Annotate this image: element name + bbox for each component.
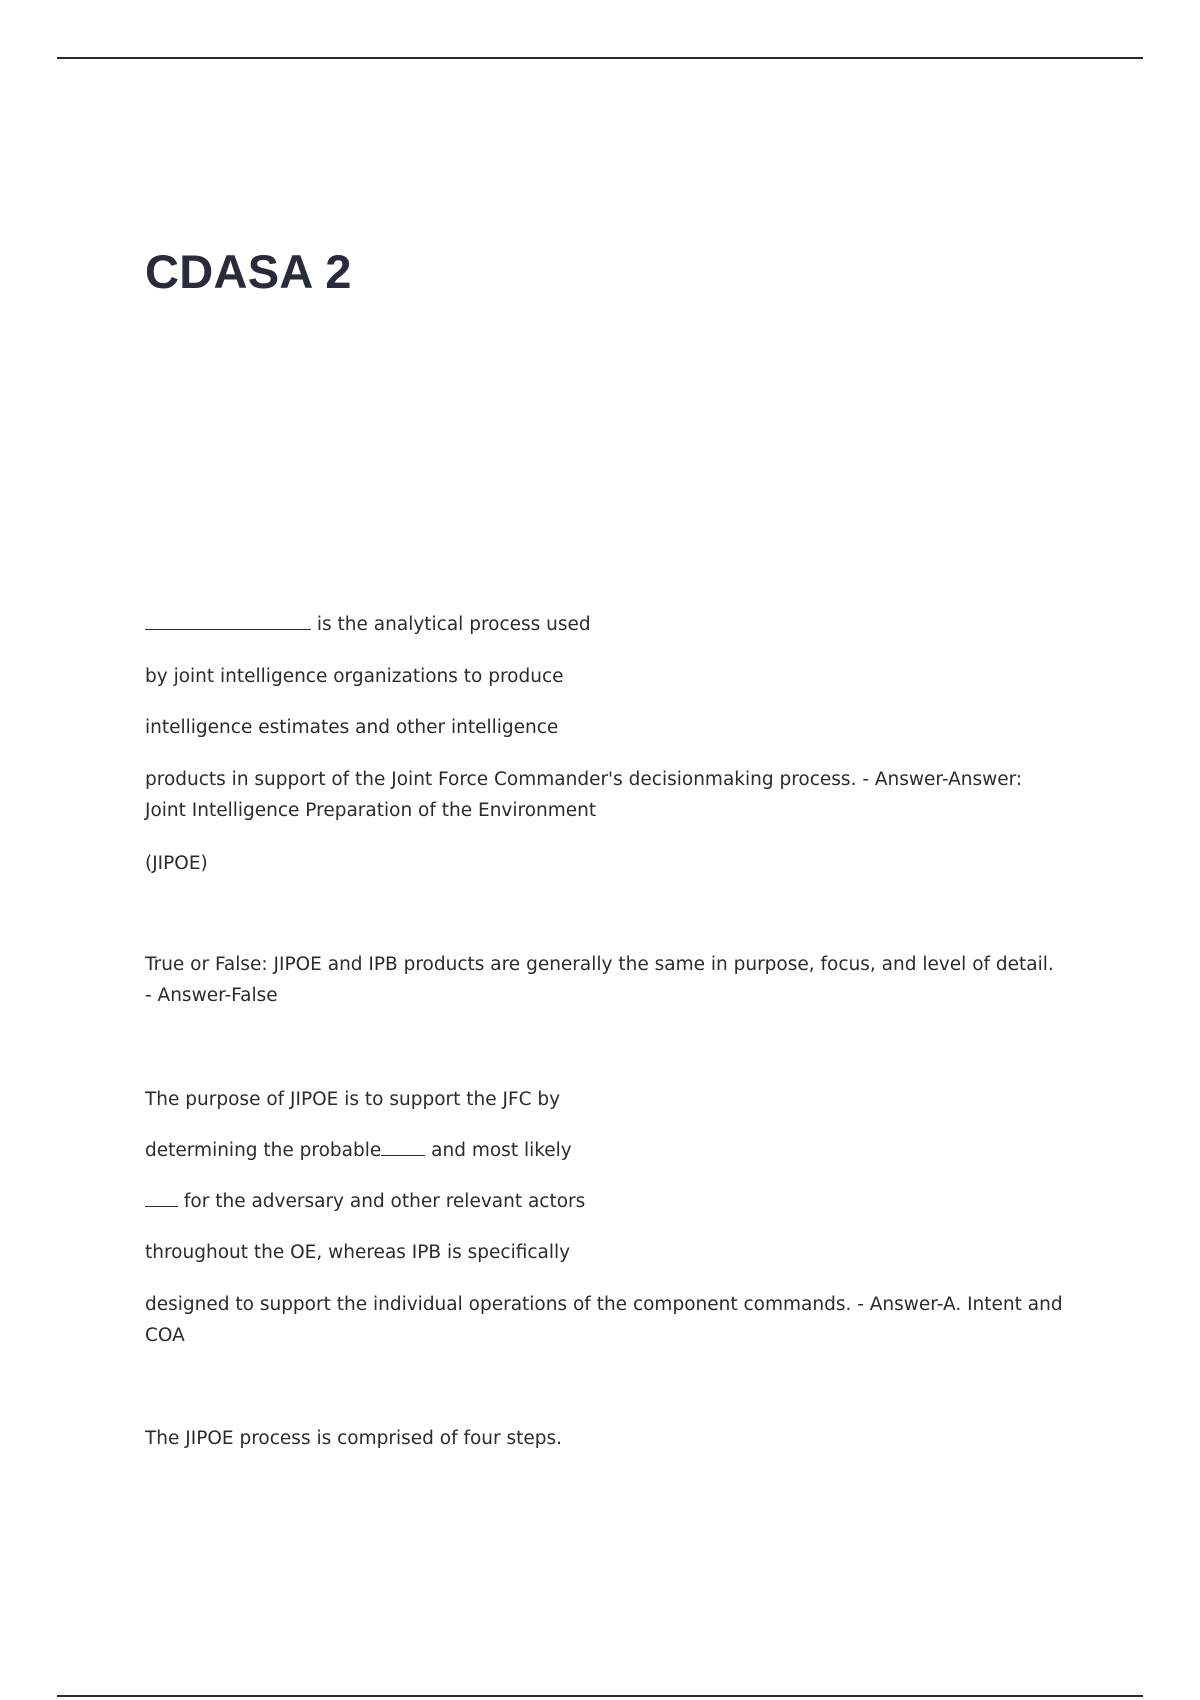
q1-line-4: products in support of the Joint Force Commander's decisionmaking process. - Answer-Answer: Joint Intelligence Preparation of the Environment [145, 769, 1023, 821]
q1-line-1 [145, 609, 591, 640]
q4-line-1: The JIPOE process is comprised of four steps. [145, 1428, 563, 1449]
q3-line-3-text: for the adversary and other relevant actors [183, 1191, 586, 1212]
document-title: CDASA 2 [145, 245, 352, 298]
footer-rule [57, 1695, 1143, 1697]
q3-line-4: throughout the OE, whereas IPB is specifically [145, 1242, 571, 1263]
q2-text: True or False: JIPOE and IPB products are generally the same in purpose, focus, and level of detail. - Answer-False [145, 954, 1054, 1006]
fill-in-blank [145, 1188, 178, 1207]
q3-line-5: designed to support the individual operations of the component commands. - Answer-A. Intent and COA [145, 1294, 1063, 1346]
q3-line-2 [145, 1135, 572, 1166]
header-rule [57, 57, 1143, 59]
q3-line-3 [145, 1186, 585, 1217]
q1-line-2: by joint intelligence organizations to produce [145, 666, 564, 687]
q3-line-1: The purpose of JIPOE is to support the JFC by [145, 1089, 561, 1110]
q1-line-1-text: is the analytical process used [316, 614, 591, 635]
q3-line-2-text-a: determining the probable [145, 1140, 382, 1161]
q3-line-2-text-b: and most likely [431, 1140, 572, 1161]
q1-line-3: intelligence estimates and other intelligence [145, 717, 559, 738]
fill-in-blank [145, 611, 311, 630]
fill-in-blank [381, 1137, 425, 1156]
q1-line-5: (JIPOE) [145, 853, 208, 874]
